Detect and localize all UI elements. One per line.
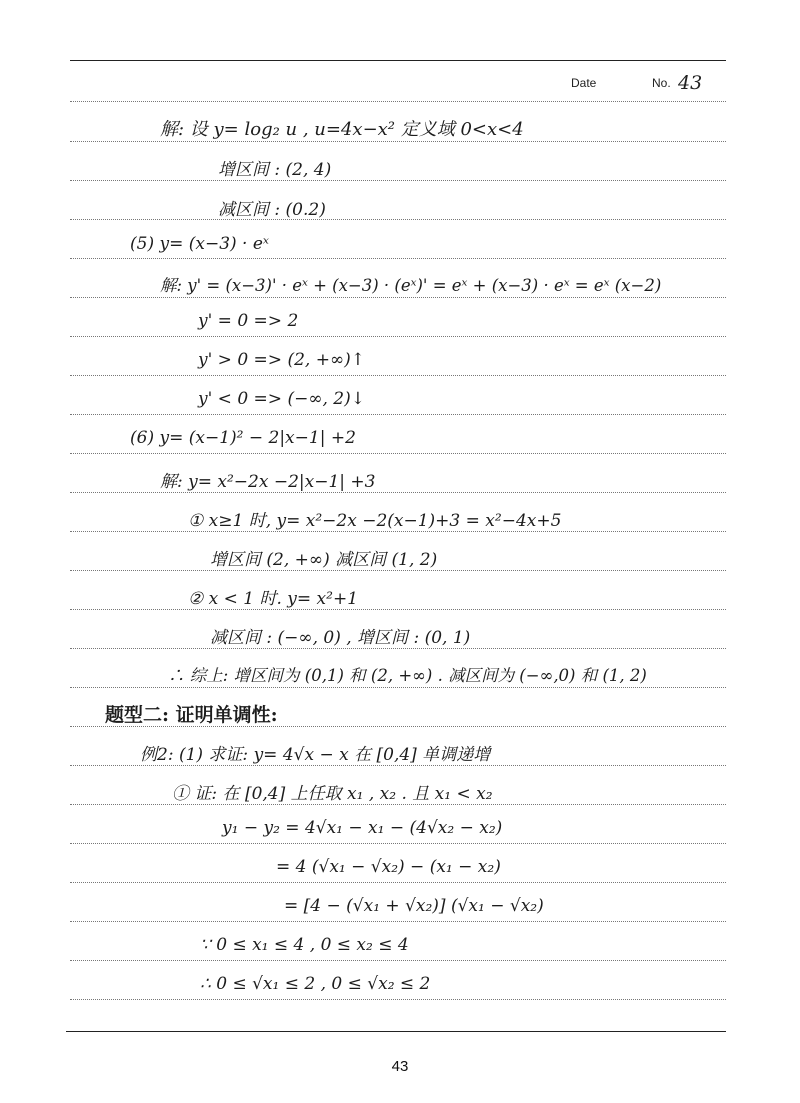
ruled-line (70, 219, 726, 220)
handwritten-line: (6) y= (x−1)² − 2|x−1| +2 (130, 428, 356, 448)
handwritten-line: 解: 设 y= log₂ u , u=4x−x² 定义域 0<x<4 (160, 119, 524, 140)
handwritten-line: ① 证: 在 [0,4] 上任取 x₁ , x₂ . 且 x₁ < x₂ (172, 784, 493, 804)
ruled-line (70, 531, 726, 532)
ruled-line (70, 570, 726, 571)
ruled-line (70, 843, 726, 844)
ruled-line (70, 258, 726, 259)
number-label: No. (652, 76, 671, 90)
handwritten-line: ∴ 综上: 增区间为 (0,1) 和 (2, +∞) . 减区间为 (−∞,0) 和 (1, 2) (168, 666, 647, 685)
handwritten-line: y' > 0 => (2, +∞)↑ (198, 350, 365, 370)
handwritten-line: 例2: (1) 求证: y= 4√x − x 在 [0,4] 单调递增 (140, 745, 491, 765)
handwritten-line: ② x < 1 时. y= x²+1 (188, 589, 359, 609)
ruled-line (70, 921, 726, 922)
ruled-line (70, 414, 726, 415)
ruled-line (70, 999, 726, 1000)
page-number: 43 (391, 1058, 409, 1075)
ruled-line (70, 492, 726, 493)
handwritten-line: y' = 0 => 2 (198, 311, 299, 331)
ruled-line (70, 804, 726, 805)
handwritten-line: 减区间 : (0.2) (218, 200, 326, 220)
ruled-line (70, 180, 726, 181)
handwritten-line: 增区间 : (2, 4) (218, 160, 332, 180)
handwritten-line: ① x≥1 时, y= x²−2x −2(x−1)+3 = x²−4x+5 (188, 511, 562, 531)
ruled-line (70, 141, 726, 142)
handwritten-line: 减区间 : (−∞, 0) , 增区间 : (0, 1) (210, 628, 471, 648)
handwritten-line: 解: y' = (x−3)' · eˣ + (x−3) · (eˣ)' = eˣ + (x−3) · eˣ = eˣ (x−2) (160, 276, 662, 295)
bottom-rule (66, 1031, 726, 1032)
handwritten-line: y' < 0 => (−∞, 2)↓ (198, 389, 365, 409)
ruled-line (70, 101, 726, 102)
handwritten-line: y₁ − y₂ = 4√x₁ − x₁ − (4√x₂ − x₂) (222, 818, 503, 838)
handwritten-line: ∴ 0 ≤ √x₁ ≤ 2 , 0 ≤ √x₂ ≤ 2 (200, 974, 431, 994)
handwritten-line: (5) y= (x−3) · eˣ (130, 234, 269, 254)
handwritten-line: = 4 (√x₁ − √x₂) − (x₁ − x₂) (276, 857, 501, 877)
ruled-line (70, 375, 726, 376)
handwritten-line: ∵ 0 ≤ x₁ ≤ 4 , 0 ≤ x₂ ≤ 4 (200, 935, 409, 955)
ruled-line (70, 960, 726, 961)
ruled-line (70, 882, 726, 883)
date-label: Date (571, 76, 597, 90)
ruled-line (70, 648, 726, 649)
ruled-line (70, 609, 726, 610)
top-rule (70, 60, 726, 61)
handwritten-line: = [4 − (√x₁ + √x₂)] (√x₁ − √x₂) (284, 896, 544, 916)
ruled-line (70, 453, 726, 454)
ruled-line (70, 297, 726, 298)
section-heading: 题型二: 证明单调性: (105, 704, 278, 726)
ruled-line (70, 765, 726, 766)
ruled-line (70, 687, 726, 688)
number-value: 43 (678, 72, 703, 94)
handwritten-line: 增区间 (2, +∞) 减区间 (1, 2) (210, 550, 438, 570)
handwritten-line: 解: y= x²−2x −2|x−1| +3 (160, 472, 376, 492)
ruled-line (70, 336, 726, 337)
